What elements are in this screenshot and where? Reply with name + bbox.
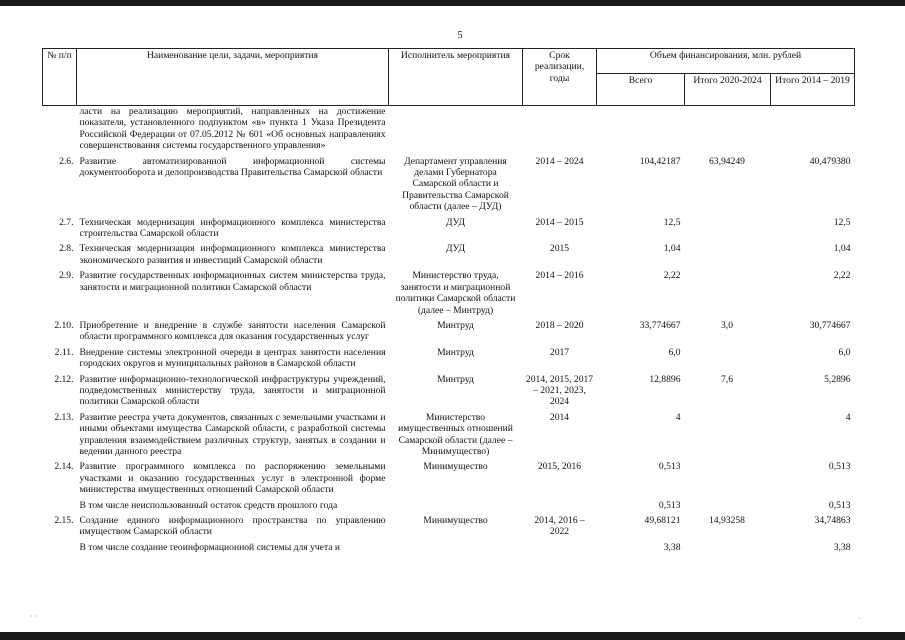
row-period: 2015, 2016	[537, 461, 582, 473]
row-name: ласти на реализацию мероприятий, направленных на достижение показателя, установленного подпунктом «в» пункта 1 Указа Президента Российской Федерации от 07.05.2012 № 601 «Об основных направлениях совершенствования системы государственного управления»	[79, 106, 386, 152]
row-period	[523, 542, 597, 557]
row-total-2020-2024: 7,6	[721, 373, 733, 385]
row-name: Развитие автоматизированной информационной системы документооборота и делопроизводства Правительства Самарской области	[79, 155, 386, 179]
row-number: 2.13.	[54, 411, 74, 423]
header-executor: Исполнитель мероприятия	[389, 49, 523, 106]
table-row	[43, 347, 855, 374]
row-period: 2018 – 2020	[535, 319, 584, 331]
row-name: Техническая модернизация информационного комплекса министерства строительства Самарской области	[79, 216, 386, 240]
table-row	[43, 542, 855, 557]
row-executor: Департамент управления делами Губернатора Самарской области и Правительства Самарской области (далее – ДУД)	[402, 155, 509, 213]
row-executor: Минтруд	[437, 319, 474, 331]
table-row	[43, 156, 855, 217]
row-executor: ДУД	[445, 216, 466, 228]
row-period: 2014, 2016 – 2022	[534, 515, 585, 538]
row-number: 2.14.	[54, 461, 74, 473]
row-number	[43, 500, 77, 515]
row-number: 2.11.	[54, 346, 74, 358]
row-period: 2014, 2015, 2017 – 2021, 2023, 2024	[525, 373, 594, 408]
row-number	[43, 542, 77, 557]
row-total-2014-2019: 5,2896	[824, 373, 851, 385]
row-executor: Министерство имущественных отношений Самарской области (далее – Минимущество)	[398, 411, 513, 457]
row-name: Развитие реестра учета документов, связанных с земельными участками и иными объектами имущества Самарской области, с разработкой системы управления взаимодействием различных структур, занятых в создании и ведении данного реестра	[79, 411, 386, 457]
page-number: 5	[457, 30, 463, 41]
row-total-2020-2024	[685, 243, 771, 270]
row-period: 2014 – 2015	[535, 216, 584, 228]
row-number: 2.9.	[59, 270, 74, 282]
row-number: 2.10.	[54, 319, 74, 331]
row-number: 2.8.	[59, 243, 74, 255]
row-name: Создание единого информационного пространства по управлению имуществом Самарской области	[79, 515, 386, 538]
table-row	[43, 320, 855, 347]
table-row	[43, 106, 855, 156]
row-total-2014-2019: 1,04	[833, 243, 851, 255]
bottom-scan-border	[0, 632, 905, 640]
row-total: 104,42187	[639, 155, 681, 167]
row-total-2014-2019: 12,5	[833, 216, 851, 228]
row-total: 6,0	[668, 346, 681, 358]
row-total-2020-2024	[685, 347, 771, 374]
row-total-2020-2024: 3,0	[721, 319, 733, 331]
row-executor	[389, 106, 523, 156]
header-2014-2019: Итого 2014 – 2019	[771, 74, 855, 106]
header-2020-2024: Итого 2020-2024	[685, 74, 771, 106]
table-row	[43, 461, 855, 499]
table-row	[43, 412, 855, 462]
table-body	[43, 106, 855, 558]
row-total-2020-2024	[685, 461, 771, 499]
row-number: 2.6.	[59, 155, 74, 167]
table-row	[43, 500, 855, 515]
header-financing: Объем финансирования, млн. рублей	[597, 49, 855, 74]
row-total: 0,513	[658, 499, 681, 511]
row-name: В том числе неиспользованный остаток средств прошлого года	[79, 499, 338, 511]
scan-noise: · ·	[30, 612, 38, 621]
header-num: № п/п	[43, 49, 77, 106]
scan-noise: ·	[858, 614, 861, 623]
row-total-2020-2024	[685, 270, 771, 320]
row-total-2014-2019: 6,0	[838, 346, 851, 358]
row-total	[597, 106, 685, 156]
row-total: 2,22	[663, 270, 681, 282]
header-total: Всего	[597, 74, 685, 106]
table-header	[43, 49, 855, 106]
row-period	[523, 106, 597, 156]
row-number: 2.12.	[54, 373, 74, 385]
row-executor: Минимущество	[423, 461, 488, 473]
table-row	[43, 374, 855, 412]
row-executor: Минимущество	[423, 515, 488, 526]
row-name: Развитие программного комплекса по распоряжению земельными участками и оказанию государственных услуг в электронной форме министерства имущественных отношений Самарской области	[79, 461, 386, 496]
row-total-2020-2024	[685, 412, 771, 462]
row-executor: Минтруд	[437, 373, 474, 385]
row-name: Техническая модернизация информационного комплекса министерства экономического развития и инвестиций Самарской области	[79, 243, 386, 266]
top-scan-border	[0, 0, 905, 6]
row-total-2020-2024	[685, 542, 771, 557]
financing-table-container	[42, 48, 854, 557]
row-number	[43, 106, 77, 156]
row-name: Развитие информационно-технологической инфраструктуры учреждений, подведомственных министерству труда, занятости и миграционной политики Самарской области	[79, 373, 386, 408]
row-total-2014-2019: 34,74863	[814, 515, 851, 526]
row-total-2020-2024	[685, 217, 771, 244]
row-period	[523, 500, 597, 515]
row-name: Развитие государственных информационных систем министерства труда, занятости и миграционной политики Самарской области	[79, 270, 386, 293]
row-total: 1,04	[663, 243, 681, 255]
row-total: 4	[675, 411, 681, 423]
row-total-2020-2024: 14,93258	[709, 515, 745, 526]
row-executor	[389, 500, 523, 515]
row-executor	[389, 542, 523, 557]
row-total-2020-2024	[685, 500, 771, 515]
row-executor: Минтруд	[437, 346, 474, 358]
header-period: Срок реализации, годы	[523, 49, 597, 106]
row-period: 2014 – 2024	[535, 155, 584, 167]
row-total-2014-2019: 4	[845, 411, 851, 423]
row-total-2014-2019: 30,774667	[809, 319, 851, 331]
row-total: 33,774667	[639, 319, 681, 331]
row-total: 12,5	[663, 216, 681, 228]
table-row	[43, 270, 855, 320]
row-total-2014-2019: 3,38	[833, 541, 851, 553]
table-row	[43, 243, 855, 270]
row-period: 2015	[549, 243, 570, 255]
row-total: 3,38	[663, 541, 681, 553]
row-total-2014-2019	[771, 106, 855, 156]
row-total-2014-2019: 0,513	[828, 461, 851, 473]
financing-table	[42, 48, 855, 557]
row-total-2014-2019: 0,513	[828, 499, 851, 511]
row-period: 2017	[549, 346, 570, 358]
table-row	[43, 217, 855, 244]
row-period: 2014	[549, 411, 570, 423]
row-name: В том числе создание геоинформационной системы для учета и	[79, 541, 341, 553]
row-total: 49,68121	[644, 515, 681, 526]
row-number: 2.15.	[54, 515, 74, 526]
row-number: 2.7.	[59, 216, 74, 228]
row-total-2020-2024: 63,94249	[709, 155, 745, 167]
row-total-2014-2019: 2,22	[833, 270, 851, 282]
row-name: Внедрение системы электронной очереди в центрах занятости населения городских округов и муниципальных районов в Самарской области	[79, 346, 386, 370]
row-executor: ДУД	[445, 243, 466, 255]
row-total: 12,8896	[649, 373, 681, 385]
row-period: 2014 – 2016	[535, 270, 584, 282]
table-row	[43, 515, 855, 542]
row-total-2014-2019: 40,479380	[809, 155, 851, 167]
row-executor: Министерство труда, занятости и миграционной политики Самарской области (далее – Минтруд)	[395, 270, 516, 316]
header-name: Наименование цели, задачи, мероприятия	[77, 49, 389, 106]
row-total: 0,513	[658, 461, 681, 473]
row-name: Приобретение и внедрение в службе занятости населения Самарской области программного комплекса для оказания государственных услуг	[79, 319, 386, 343]
row-total-2020-2024	[685, 106, 771, 156]
